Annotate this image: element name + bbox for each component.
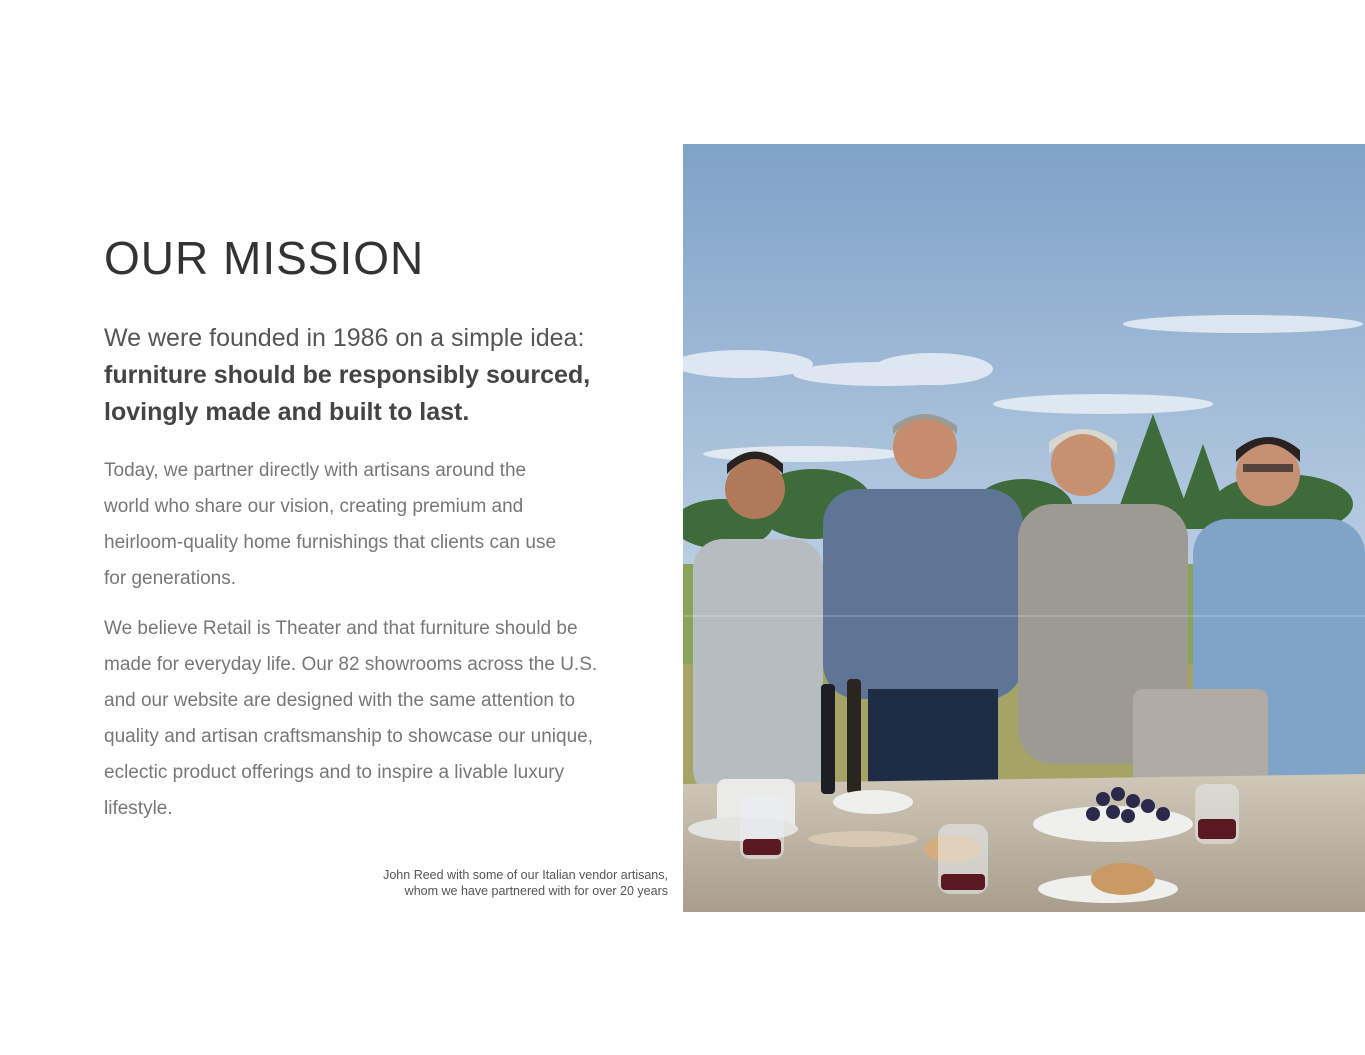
artisans-photo (683, 144, 1365, 912)
photo-caption (348, 867, 668, 899)
lead-intro: We were founded in 1986 on a simple idea: (104, 324, 585, 352)
artisans-photo-illustration (683, 144, 1365, 912)
lead-statement: furniture should be responsibly sourced, lovingly made and built to last. (104, 361, 591, 426)
caption-line-2: whom we have partnered with for over 20 years (404, 884, 668, 898)
caption-line-1: John Reed with some of our Italian vendor artisans, (383, 868, 668, 882)
page-title: OUR MISSION (104, 232, 425, 284)
paragraph-retail-theater: We believe Retail is Theater and that furniture should be made for everyday life. Our 82 showrooms across the U.S. and our website are designed with the same attention to quality and artisan craftsmanship to showcase our unique, eclectic product offerings and to inspire a livable luxury lifestyle. (104, 618, 598, 819)
mission-lead (104, 320, 624, 431)
paragraph-artisans: Today, we partner directly with artisans around the world who share our vision, creating premium and heirloom-quality home furnishings that clients can use for generations. (104, 460, 557, 589)
mission-text-column (104, 230, 644, 841)
